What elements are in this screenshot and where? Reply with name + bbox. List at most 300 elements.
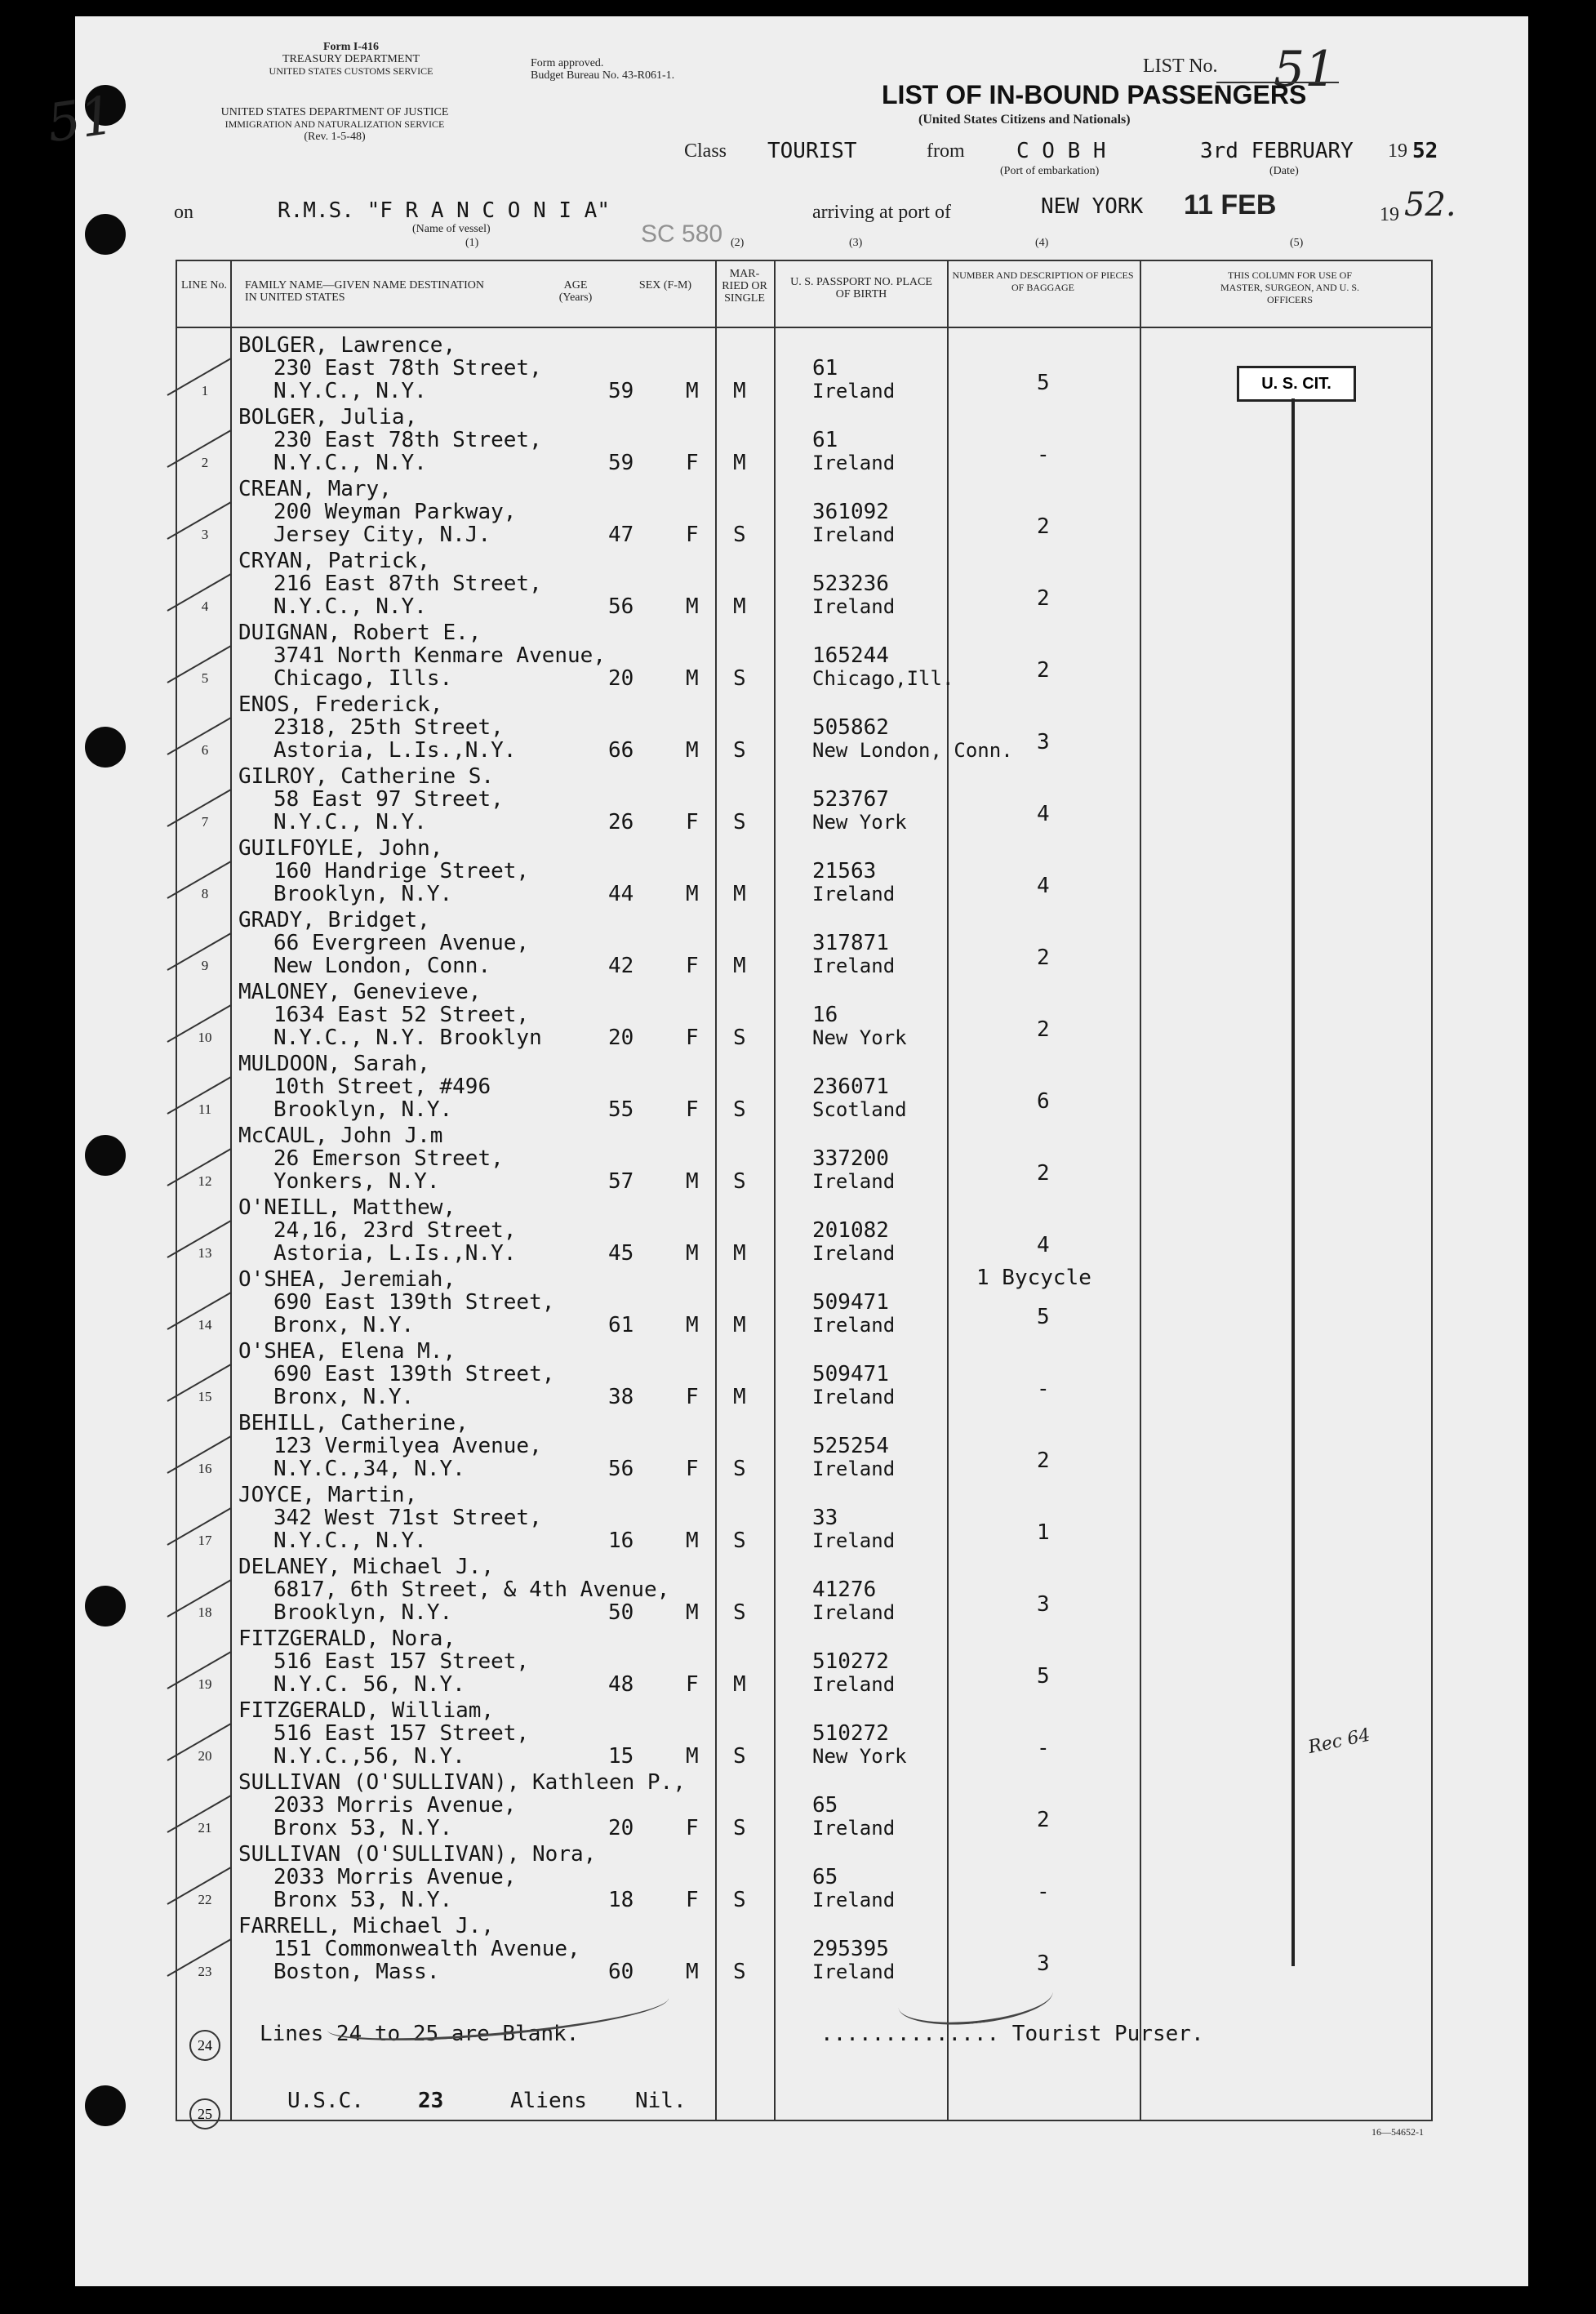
baggage-count: 3 — [1037, 1951, 1050, 1976]
line-number: 17 — [198, 1533, 212, 1548]
passenger-name: O'SHEA, Elena M., — [238, 1339, 456, 1364]
passport-number: 510272 — [812, 1649, 889, 1674]
passenger-row — [0, 1911, 1596, 1983]
passport-number: 295395 — [812, 1937, 889, 1961]
passenger-marital: M — [733, 954, 746, 978]
passenger-row — [0, 1480, 1596, 1552]
passenger-name: JOYCE, Martin, — [238, 1483, 418, 1507]
passenger-address: 3741 North Kenmare Avenue, — [273, 643, 606, 668]
passenger-sex: F — [686, 1026, 699, 1050]
passenger-sex: M — [686, 1169, 699, 1194]
passenger-city: Brooklyn, N.Y. — [273, 882, 453, 906]
form-approved-block — [531, 57, 674, 82]
passenger-row — [0, 1624, 1596, 1696]
passenger-marital: S — [733, 1026, 746, 1050]
passenger-name: BOLGER, Julia, — [238, 405, 418, 429]
vessel-caption: (Name of vessel) — [412, 223, 491, 235]
line-number: 21 — [198, 1820, 212, 1836]
passenger-age: 44 — [608, 882, 634, 906]
line-number: 18 — [198, 1604, 212, 1620]
passenger-sex: F — [686, 1672, 699, 1697]
customs-service: UNITED STATES CUSTOMS SERVICE — [269, 65, 433, 77]
passenger-address: 151 Commonwealth Avenue, — [273, 1937, 580, 1961]
margin-handwritten-number: 51 — [43, 85, 118, 155]
line-number: 6 — [201, 742, 209, 758]
passenger-address: 2033 Morris Avenue, — [273, 1793, 517, 1818]
passenger-age: 56 — [608, 1457, 634, 1481]
year-suffix: 52 — [1412, 139, 1438, 163]
passenger-sex: F — [686, 1097, 699, 1122]
passport-number: 236071 — [812, 1075, 889, 1099]
passenger-sex: M — [686, 379, 699, 403]
passenger-marital: S — [733, 1097, 746, 1122]
passenger-age: 59 — [608, 451, 634, 475]
passenger-age: 60 — [608, 1960, 634, 1984]
line-number: 15 — [198, 1389, 212, 1404]
passenger-city: N.Y.C., N.Y. — [273, 810, 427, 834]
passenger-marital: S — [733, 523, 746, 547]
place-of-birth: New York — [812, 1745, 907, 1768]
passenger-name: SULLIVAN (O'SULLIVAN), Kathleen P., — [238, 1770, 686, 1795]
passenger-row — [0, 618, 1596, 690]
passenger-name: GILROY, Catherine S. — [238, 764, 495, 789]
column-number: (4) — [1035, 237, 1049, 249]
year-prefix: 19 — [1388, 140, 1407, 162]
passenger-city: N.Y.C.,34, N.Y. — [273, 1457, 465, 1481]
passenger-city: New London, Conn. — [273, 954, 491, 978]
passenger-age: 48 — [608, 1672, 634, 1697]
passenger-city: N.Y.C., N.Y. — [273, 379, 427, 403]
passenger-age: 20 — [608, 666, 634, 691]
line-number: 8 — [201, 886, 209, 901]
passenger-city: Bronx, N.Y. — [273, 1385, 415, 1409]
baggage-count: 1 — [1037, 1520, 1050, 1545]
passenger-sex: M — [686, 882, 699, 906]
line-number: 16 — [198, 1461, 212, 1476]
passenger-name: MALONEY, Genevieve, — [238, 980, 482, 1004]
passenger-name: ENOS, Frederick, — [238, 692, 443, 717]
passenger-address: 2033 Morris Avenue, — [273, 1865, 517, 1889]
passenger-address: 216 East 87th Street, — [273, 572, 542, 596]
baggage-note: 1 Bycycle — [976, 1266, 1091, 1290]
passenger-marital: S — [733, 1169, 746, 1194]
line-number: 5 — [201, 670, 209, 686]
place-of-birth: Ireland — [812, 523, 896, 546]
baggage-count: - — [1037, 443, 1050, 467]
immigration-service: IMMIGRATION AND NATURALIZATION SERVICE — [225, 118, 445, 130]
place-of-birth: Ireland — [812, 452, 896, 474]
passenger-row — [0, 1265, 1596, 1337]
place-of-birth: Ireland — [812, 1889, 896, 1911]
passenger-city: N.Y.C., N.Y. — [273, 594, 427, 619]
date-caption: (Date) — [1269, 165, 1299, 177]
passport-number: 201082 — [812, 1218, 889, 1243]
passenger-address: 10th Street, #496 — [273, 1075, 491, 1099]
passport-number: 33 — [812, 1506, 838, 1530]
line-number: 10 — [198, 1030, 212, 1045]
passenger-age: 20 — [608, 1816, 634, 1840]
passenger-name: DUIGNAN, Robert E., — [238, 621, 482, 645]
passenger-sex: M — [686, 738, 699, 763]
passenger-row — [0, 331, 1596, 403]
passenger-city: N.Y.C.,56, N.Y. — [273, 1744, 465, 1769]
list-no-value: 51 — [1274, 41, 1336, 98]
place-of-birth: Ireland — [812, 1529, 896, 1552]
col-header-passport: U. S. PASSPORT NO. PLACE OF BIRTH — [790, 276, 932, 300]
passenger-marital: S — [733, 1529, 746, 1553]
aliens-count: Nil. — [635, 2089, 687, 2113]
passenger-row — [0, 1121, 1596, 1193]
page-subtitle: (United States Citizens and Nationals) — [918, 113, 1131, 127]
passport-number: 523767 — [812, 787, 889, 812]
arrival-port: NEW YORK — [1041, 194, 1144, 219]
column-number: (5) — [1290, 237, 1304, 249]
passenger-marital: M — [733, 1672, 746, 1697]
passenger-address: 690 East 139th Street, — [273, 1362, 555, 1386]
arrival-year-prefix: 19 — [1380, 204, 1399, 225]
passenger-city: N.Y.C., N.Y. — [273, 1529, 427, 1553]
place-of-birth: Ireland — [812, 1314, 896, 1337]
passenger-address: 690 East 139th Street, — [273, 1290, 555, 1315]
form-header-block — [245, 41, 457, 78]
column-number: (3) — [849, 237, 863, 249]
passenger-age: 18 — [608, 1888, 634, 1912]
arrival-date-stamp: 11 FEB — [1184, 189, 1277, 220]
passenger-age: 15 — [608, 1744, 634, 1769]
passenger-name: SULLIVAN (O'SULLIVAN), Nora, — [238, 1842, 597, 1867]
passenger-marital: S — [733, 738, 746, 763]
on-label: on — [174, 202, 193, 223]
passenger-address: 516 East 157 Street, — [273, 1649, 530, 1674]
purser-signature-line: .............. Tourist Purser. — [820, 2022, 1204, 2046]
passport-number: 61 — [812, 356, 838, 380]
passenger-age: 26 — [608, 810, 634, 834]
aliens-label: Aliens — [510, 2089, 587, 2113]
passenger-address: 230 East 78th Street, — [273, 428, 542, 452]
baggage-count: 2 — [1037, 514, 1050, 539]
passport-number: 510272 — [812, 1721, 889, 1746]
port-of-embarkation-caption: (Port of embarkation) — [1000, 165, 1100, 177]
col-header-age: AGE (Years) — [558, 279, 593, 304]
col-header-sex: SEX (F-M) — [638, 279, 692, 291]
from-label: from — [927, 140, 965, 162]
line-number: 3 — [201, 527, 209, 542]
passenger-city: Jersey City, N.J. — [273, 523, 491, 547]
place-of-birth: New York — [812, 1026, 907, 1049]
passenger-marital: M — [733, 451, 746, 475]
line-number: 4 — [201, 599, 209, 614]
passport-number: 21563 — [812, 859, 877, 883]
passenger-row — [0, 1768, 1596, 1840]
baggage-count: 5 — [1037, 1305, 1050, 1329]
passenger-marital: M — [733, 1385, 746, 1409]
passenger-name: O'NEILL, Matthew, — [238, 1195, 456, 1220]
passenger-row — [0, 1193, 1596, 1265]
passenger-name: CRYAN, Patrick, — [238, 549, 430, 573]
passport-number: 509471 — [812, 1362, 889, 1386]
passenger-marital: S — [733, 666, 746, 691]
passenger-city: Boston, Mass. — [273, 1960, 440, 1984]
passenger-sex: F — [686, 523, 699, 547]
class-value: TOURIST — [767, 139, 857, 163]
passenger-name: MULDOON, Sarah, — [238, 1052, 430, 1076]
line-number: 2 — [201, 455, 209, 470]
col-header-married: MAR-RIED OR SINGLE — [722, 268, 767, 305]
line-number: 12 — [198, 1173, 212, 1189]
passenger-city: Astoria, L.Is.,N.Y. — [273, 738, 517, 763]
passenger-name: McCAUL, John J.m — [238, 1124, 443, 1148]
passenger-name: FARRELL, Michael J., — [238, 1914, 495, 1938]
place-of-birth: Ireland — [812, 1960, 896, 1983]
baggage-count: 4 — [1037, 802, 1050, 826]
justice-block — [163, 106, 506, 143]
passenger-age: 20 — [608, 1026, 634, 1050]
passenger-sex: F — [686, 954, 699, 978]
baggage-count: 6 — [1037, 1089, 1050, 1114]
passport-number: 509471 — [812, 1290, 889, 1315]
passenger-address: 200 Weyman Parkway, — [273, 500, 517, 524]
passport-number: 61 — [812, 428, 838, 452]
passenger-sex: F — [686, 1385, 699, 1409]
passenger-name: GUILFOYLE, John, — [238, 836, 443, 861]
passenger-row — [0, 403, 1596, 474]
passenger-age: 66 — [608, 738, 634, 763]
passenger-sex: F — [686, 1816, 699, 1840]
passenger-marital: S — [733, 1457, 746, 1481]
passenger-row — [0, 834, 1596, 906]
passenger-city: Bronx, N.Y. — [273, 1313, 415, 1337]
passenger-city: N.Y.C., N.Y. — [273, 451, 427, 475]
passenger-sex: M — [686, 1313, 699, 1337]
column-number: (2) — [731, 237, 745, 249]
place-of-birth: Scotland — [812, 1098, 907, 1121]
form-id: Form I-416 — [322, 41, 380, 53]
line-number: 22 — [198, 1892, 212, 1907]
passenger-sex: M — [686, 594, 699, 619]
line-number: 7 — [201, 814, 209, 830]
passport-number: 41276 — [812, 1578, 877, 1602]
passenger-marital: M — [733, 379, 746, 403]
col-header-officers: THIS COLUMN FOR USE OF MASTER, SURGEON, AND U. S. OFFICERS — [1220, 269, 1360, 305]
passenger-address: 66 Evergreen Avenue, — [273, 931, 530, 955]
page-title: LIST OF IN-BOUND PASSENGERS — [882, 80, 1307, 109]
passenger-name: BOLGER, Lawrence, — [238, 333, 456, 358]
passenger-name: O'SHEA, Jeremiah, — [238, 1267, 456, 1292]
revision-date: (Rev. 1-5-48) — [304, 131, 366, 143]
passenger-name: DELANEY, Michael J., — [238, 1555, 495, 1579]
passenger-city: N.Y.C., N.Y. Brooklyn — [273, 1026, 542, 1050]
usc-label: U.S.C. — [287, 2089, 364, 2113]
line-number: 20 — [198, 1748, 212, 1764]
header-rule — [176, 327, 1433, 328]
passenger-marital: S — [733, 1888, 746, 1912]
place-of-birth: Ireland — [812, 1817, 896, 1840]
baggage-count: 5 — [1037, 1664, 1050, 1689]
vessel-name: R.M.S. "F R A N C O N I A" — [278, 198, 610, 223]
baggage-count: 2 — [1037, 1161, 1050, 1186]
passenger-address: 230 East 78th Street, — [273, 356, 542, 380]
passenger-marital: M — [733, 594, 746, 619]
class-label: Class — [684, 140, 727, 162]
place-of-birth: Ireland — [812, 955, 896, 977]
passenger-sex: M — [686, 1960, 699, 1984]
passenger-marital: S — [733, 810, 746, 834]
line-number: 11 — [198, 1101, 212, 1117]
passenger-city: Astoria, L.Is.,N.Y. — [273, 1241, 517, 1266]
passport-number: 337200 — [812, 1146, 889, 1171]
passenger-city: Brooklyn, N.Y. — [273, 1097, 453, 1122]
place-of-birth: New London, Conn. — [812, 739, 1013, 762]
place-of-birth: Ireland — [812, 1673, 896, 1696]
passenger-age: 55 — [608, 1097, 634, 1122]
baggage-count: 3 — [1037, 730, 1050, 754]
baggage-count: 5 — [1037, 371, 1050, 395]
passenger-sex: F — [686, 451, 699, 475]
line-number: 13 — [198, 1245, 212, 1261]
arriving-label: arriving at port of — [812, 202, 951, 223]
passenger-row — [0, 1408, 1596, 1480]
passenger-marital: S — [733, 1816, 746, 1840]
usc-count: 23 — [418, 2089, 444, 2113]
passenger-sex: M — [686, 1600, 699, 1625]
passenger-age: 50 — [608, 1600, 634, 1625]
passenger-age: 57 — [608, 1169, 634, 1194]
column-number: (1) — [465, 237, 479, 249]
port-of-embarkation: C O B H — [1016, 139, 1106, 163]
passenger-marital: S — [733, 1960, 746, 1984]
place-of-birth: Ireland — [812, 380, 896, 403]
baggage-count: 2 — [1037, 1808, 1050, 1832]
place-of-birth: Ireland — [812, 595, 896, 618]
passenger-sex: M — [686, 666, 699, 691]
passenger-marital: S — [733, 1744, 746, 1769]
passport-number: 317871 — [812, 931, 889, 955]
baggage-count: 2 — [1037, 1017, 1050, 1042]
passenger-sex: F — [686, 810, 699, 834]
passenger-sex: F — [686, 1457, 699, 1481]
place-of-birth: Ireland — [812, 883, 896, 906]
passenger-marital: M — [733, 1313, 746, 1337]
passport-number: 505862 — [812, 715, 889, 740]
passenger-age: 45 — [608, 1241, 634, 1266]
passenger-address: 1634 East 52 Street, — [273, 1003, 530, 1027]
passenger-name: FITZGERALD, William, — [238, 1698, 495, 1723]
margin-note: Rec 64 — [1306, 1724, 1372, 1759]
col-header-line-no: LINE No. — [181, 279, 227, 291]
passenger-address: 58 East 97 Street, — [273, 787, 504, 812]
sailing-date: 3rd FEBRUARY — [1200, 139, 1354, 163]
col-header-name: FAMILY NAME—GIVEN NAME DESTINATION IN UNITED STATES — [245, 279, 484, 304]
passport-number: 65 — [812, 1865, 838, 1889]
form-code: 16—54652-1 — [1371, 2126, 1424, 2138]
line-number-circled: 24 — [189, 2030, 220, 2061]
passenger-address: 342 West 71st Street, — [273, 1506, 542, 1530]
passenger-address: 26 Emerson Street, — [273, 1146, 504, 1171]
passenger-marital: S — [733, 1600, 746, 1625]
us-citizen-stamp: U. S. CIT. — [1237, 366, 1356, 402]
budget-bureau: Budget Bureau No. 43-R061-1. — [531, 69, 675, 82]
passenger-row — [0, 474, 1596, 546]
passenger-row — [0, 1552, 1596, 1624]
passenger-address: 516 East 157 Street, — [273, 1721, 530, 1746]
passenger-row — [0, 762, 1596, 834]
passenger-name: FITZGERALD, Nora, — [238, 1626, 456, 1651]
passport-number: 361092 — [812, 500, 889, 524]
baggage-count: 2 — [1037, 586, 1050, 611]
blank-lines-note: Lines 24 to 25 are Blank. — [260, 2022, 580, 2046]
department-of-justice: UNITED STATES DEPARTMENT OF JUSTICE — [220, 106, 449, 118]
passenger-city: Bronx 53, N.Y. — [273, 1888, 453, 1912]
baggage-count: 2 — [1037, 658, 1050, 683]
passenger-age: 42 — [608, 954, 634, 978]
passenger-age: 56 — [608, 594, 634, 619]
passport-number: 16 — [812, 1003, 838, 1027]
place-of-birth: Ireland — [812, 1386, 896, 1408]
punch-hole — [85, 214, 126, 255]
passenger-city: N.Y.C. 56, N.Y. — [273, 1672, 465, 1697]
passenger-row — [0, 1049, 1596, 1121]
passenger-name: GRADY, Bridget, — [238, 908, 430, 932]
passenger-row — [0, 1337, 1596, 1408]
passenger-age: 61 — [608, 1313, 634, 1337]
passenger-row — [0, 1840, 1596, 1911]
line-number: 9 — [201, 958, 209, 973]
punch-hole — [85, 2085, 126, 2126]
passport-number: 65 — [812, 1793, 838, 1818]
passport-number: 165244 — [812, 643, 889, 668]
baggage-count: 4 — [1037, 1233, 1050, 1257]
passenger-city: Bronx 53, N.Y. — [273, 1816, 453, 1840]
baggage-count: - — [1037, 1377, 1050, 1401]
baggage-count: 2 — [1037, 946, 1050, 970]
line-number: 19 — [198, 1676, 212, 1692]
baggage-count: - — [1037, 1880, 1050, 1904]
passenger-row — [0, 546, 1596, 618]
baggage-count: 2 — [1037, 1448, 1050, 1473]
passenger-address: 160 Handrige Street, — [273, 859, 530, 883]
passenger-name: BEHILL, Catherine, — [238, 1411, 469, 1435]
baggage-count: 3 — [1037, 1592, 1050, 1617]
passenger-sex: M — [686, 1529, 699, 1553]
passenger-row — [0, 1696, 1596, 1768]
place-of-birth: New York — [812, 811, 907, 834]
passenger-name: CREAN, Mary, — [238, 477, 392, 501]
line-number-circled: 25 — [189, 2098, 220, 2129]
form-approved: Form approved. — [531, 57, 604, 69]
place-of-birth: Ireland — [812, 1170, 896, 1193]
passport-number: 525254 — [812, 1434, 889, 1458]
passenger-marital: M — [733, 882, 746, 906]
place-of-birth: Chicago,Ill. — [812, 667, 954, 690]
passenger-sex: F — [686, 1888, 699, 1912]
place-of-birth: Ireland — [812, 1601, 896, 1624]
line-number: 23 — [198, 1964, 212, 1979]
passenger-address: 2318, 25th Street, — [273, 715, 504, 740]
passenger-sex: M — [686, 1241, 699, 1266]
passenger-row — [0, 906, 1596, 977]
baggage-count: 4 — [1037, 874, 1050, 898]
line-number: 1 — [201, 383, 209, 398]
passenger-address: 6817, 6th Street, & 4th Avenue, — [273, 1578, 670, 1602]
passenger-city: Brooklyn, N.Y. — [273, 1600, 453, 1625]
passenger-row — [0, 977, 1596, 1049]
passenger-address: 24,16, 23rd Street, — [273, 1218, 517, 1243]
place-of-birth: Ireland — [812, 1457, 896, 1480]
passport-number: 523236 — [812, 572, 889, 596]
passenger-age: 59 — [608, 379, 634, 403]
list-no-label: LIST No. — [1143, 56, 1218, 77]
passenger-age: 38 — [608, 1385, 634, 1409]
